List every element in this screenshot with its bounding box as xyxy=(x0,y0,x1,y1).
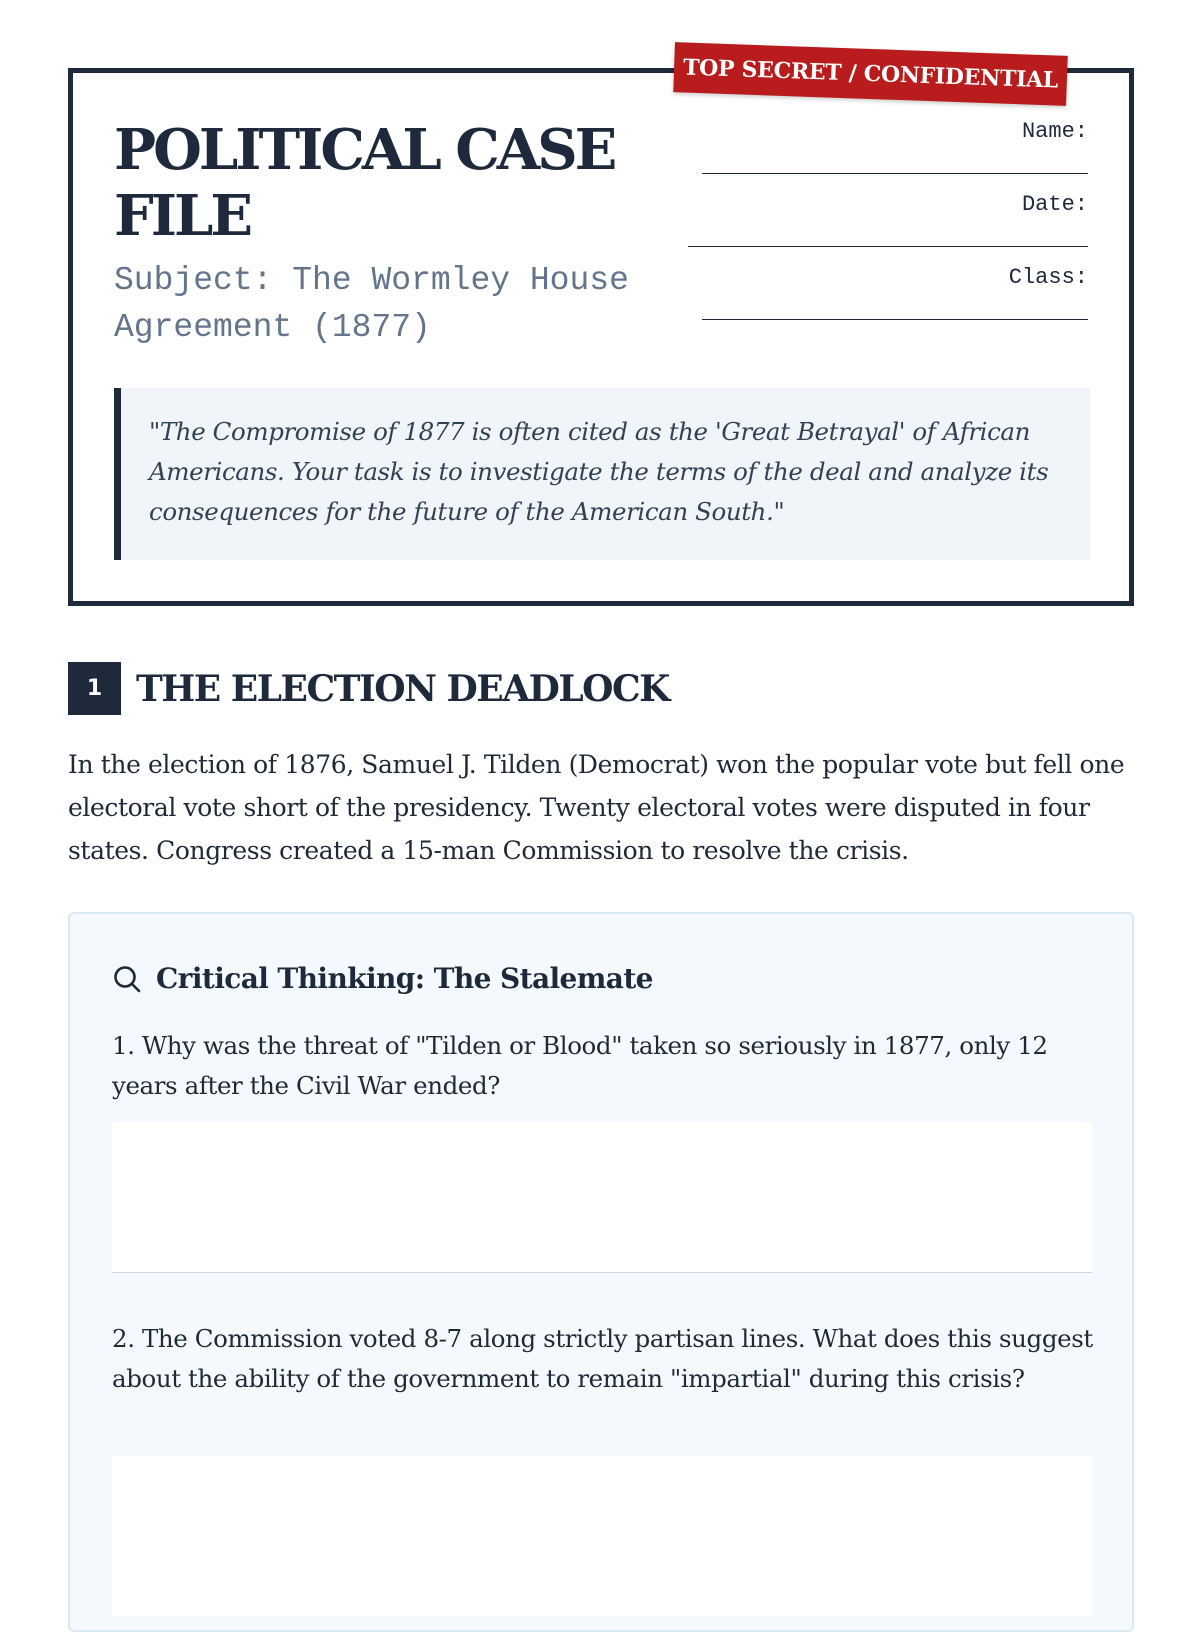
search-icon xyxy=(112,964,142,994)
section-number-badge: 1 xyxy=(68,662,121,715)
critical-thinking-card xyxy=(68,912,1134,1632)
date-label: Date: xyxy=(1021,192,1088,217)
section-title: THE ELECTION DEADLOCK xyxy=(136,667,669,710)
name-line xyxy=(702,173,1088,174)
answer-box-2[interactable] xyxy=(112,1456,1092,1616)
date-line xyxy=(688,246,1088,247)
section-body-text: In the election of 1876, Samuel J. Tilden (Democrat) won the popular vote but fell one electoral vote short of the presidency. Twenty electoral votes were disputed in four states. Congress created a 15-man Commission to resolve the crisis. xyxy=(68,750,1125,865)
name-field[interactable] xyxy=(668,117,1088,190)
case-subject: Subject: The Wormley House Agreement (1877) xyxy=(114,262,629,346)
name-label: Name: xyxy=(1021,119,1088,144)
date-field[interactable] xyxy=(668,190,1088,263)
class-label: Class: xyxy=(1008,265,1088,290)
page-title: POLITICAL CASE FILE xyxy=(114,117,615,249)
confidential-stamp: TOP SECRET / CONFIDENTIAL xyxy=(673,42,1068,106)
class-line xyxy=(702,319,1088,320)
card-title: Critical Thinking: The Stalemate xyxy=(156,962,653,995)
answer-box-1[interactable] xyxy=(112,1122,1092,1273)
section-heading xyxy=(68,662,669,715)
mission-quote: "The Compromise of 1877 is often cited as the 'Great Betrayal' of African Americans. Your task is to investigate the terms of the deal and analyze its consequences for the future of the American South." xyxy=(114,388,1090,560)
class-field[interactable] xyxy=(668,263,1088,336)
card-header xyxy=(112,962,653,995)
question-2: 2. The Commission voted 8-7 along strictly partisan lines. What does this suggest about the ability of the government to remain "impartial" during this crisis? xyxy=(112,1324,1093,1393)
case-file-header xyxy=(68,54,1134,606)
student-info-fields xyxy=(668,117,1088,336)
question-1: 1. Why was the threat of "Tilden or Blood" taken so seriously in 1877, only 12 years after the Civil War ended? xyxy=(112,1031,1048,1100)
